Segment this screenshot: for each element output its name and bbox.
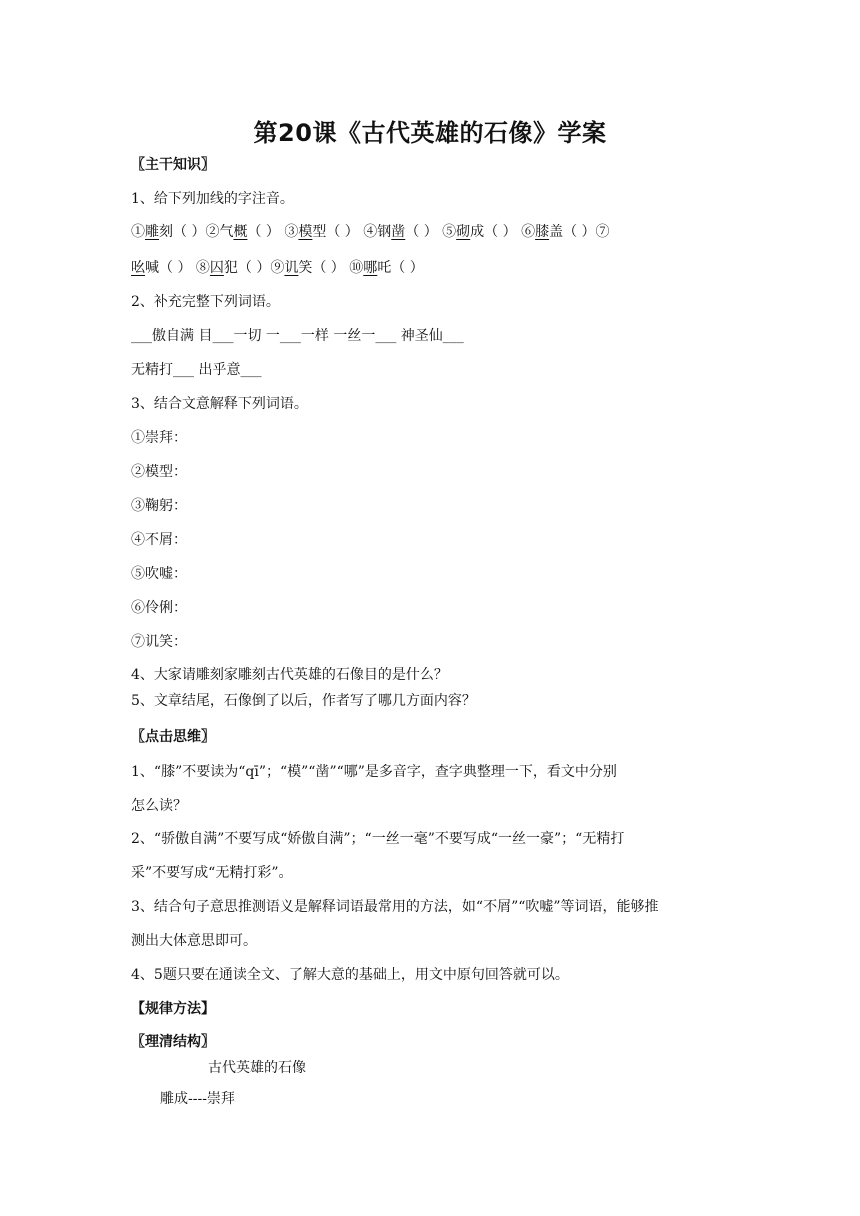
structure-diagram-line: 雕成----崇拜: [160, 1091, 235, 1107]
q1-text: （ ） ⑤: [405, 224, 457, 240]
q1-text: 吒（ ）: [377, 260, 424, 276]
term-item: ⑦讥笑：: [131, 634, 187, 650]
q1-underlined-char: 膝: [535, 224, 550, 240]
section-heading-thinking: 〖点击思维〗: [131, 729, 215, 745]
tip-2-line-2: 采”不要写成“无精打彩”。: [131, 865, 293, 881]
q1-text: （ ） ③: [247, 224, 299, 240]
question-1-line-1: [131, 222, 610, 242]
question-2-line-1: ___傲自满 目___一切 一___一样 一丝一___ 神圣仙___: [131, 328, 464, 344]
term-item: ④不屑：: [131, 532, 187, 548]
q1-underlined-char: 讥: [284, 260, 299, 276]
q1-underlined-char: 砌: [456, 224, 471, 240]
question-1-prompt: 1、给下列加线的字注音。: [131, 191, 294, 207]
tip-3-line-1: 3、结合句子意思推测语义是解释词语最常用的方法，如“不屑”“吹嘘”等词语，能够推: [131, 899, 659, 915]
q1-underlined-char: 凿: [391, 224, 406, 240]
question-1-line-2: [131, 258, 424, 278]
tip-2-line-1: 2、“骄傲自满”不要写成“娇傲自满”；“一丝一毫”不要写成“一丝一豪”；“无精打: [131, 831, 625, 847]
tip-1-line-2: 怎么读？: [131, 798, 187, 814]
term-item: ⑤吹嘘：: [131, 566, 187, 582]
question-2-line-2: 无精打___ 出乎意___: [131, 362, 262, 378]
question-2-prompt: 2、补充完整下列词语。: [131, 294, 280, 310]
question-3-prompt: 3、结合文意解释下列词语。: [131, 396, 308, 412]
section-heading-main-knowledge: 〖主干知识〗: [131, 157, 215, 173]
term-item: ③鞠躬：: [131, 498, 187, 514]
q1-text: 盖（ ）⑦: [549, 224, 610, 240]
page-title: 第20课《古代英雄的石像》学案: [253, 119, 607, 147]
question-4: 4、大家请雕刻家雕刻古代英雄的石像目的是什么？: [131, 667, 448, 683]
structure-diagram-title: 古代英雄的石像: [208, 1060, 306, 1076]
q1-underlined-char: 囚: [209, 260, 224, 276]
q1-underlined-char: 雕: [145, 224, 159, 240]
q1-underlined-char: 模: [298, 224, 313, 240]
q1-text: 成（ ） ⑥: [470, 224, 536, 240]
q1-text: ①: [131, 224, 145, 240]
q1-underlined-char: 概: [233, 224, 248, 240]
q1-underlined-char: 哪: [363, 260, 378, 276]
tip-3-line-2: 测出大体意思即可。: [131, 933, 257, 949]
q1-text: 刻（ ）②气: [159, 224, 234, 240]
q1-underlined-char: 吆: [131, 260, 145, 276]
term-item: ①崇拜：: [131, 430, 187, 446]
q1-text: 犯（ ）⑨: [223, 260, 285, 276]
q1-text: 笑（ ） ⑩: [298, 260, 364, 276]
q1-text: 型（ ） ④钢: [312, 224, 392, 240]
section-heading-structure: 〖理清结构〗: [131, 1034, 215, 1050]
tip-4: 4、5题只要在通读全文、了解大意的基础上，用文中原句回答就可以。: [131, 967, 569, 983]
q1-text: 喊（ ） ⑧: [145, 260, 210, 276]
question-5: 5、文章结尾，石像倒了以后，作者写了哪几方面内容？: [131, 693, 476, 709]
section-heading-method: 【规律方法】: [131, 1001, 215, 1017]
term-item: ⑥伶俐：: [131, 600, 187, 616]
tip-1-line-1: 1、“膝”不要读为“qī”；“模”“凿”“哪”是多音字，查字典整理一下，看文中分别: [131, 764, 617, 780]
term-item: ②模型：: [131, 464, 187, 480]
